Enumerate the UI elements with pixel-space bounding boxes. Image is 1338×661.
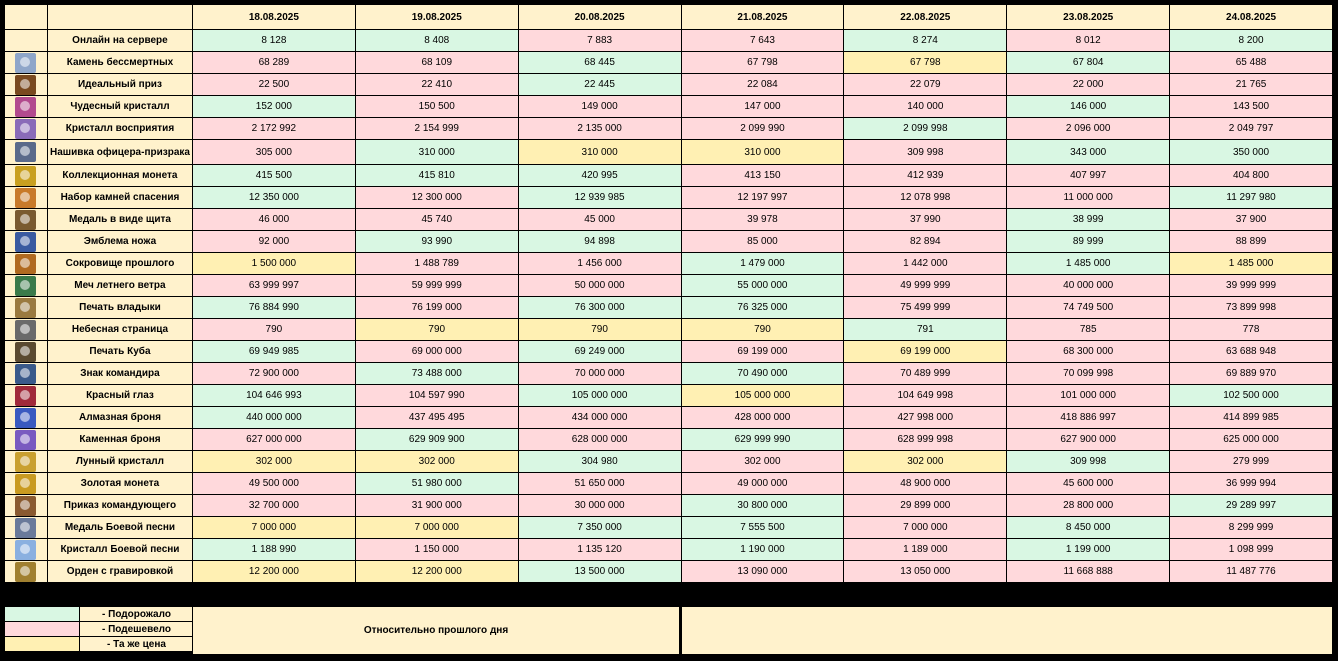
price-cell: 92 000 [192, 231, 355, 253]
price-cell: 627 900 000 [1007, 429, 1170, 451]
price-cell: 1 135 120 [518, 539, 681, 561]
price-cell: 7 000 000 [355, 517, 518, 539]
price-cell: 70 099 998 [1007, 363, 1170, 385]
sword-icon [15, 276, 36, 296]
header-row [5, 5, 1333, 30]
price-cell: 70 000 000 [518, 363, 681, 385]
item-icon-cell [5, 407, 48, 429]
price-cell: 7 000 000 [192, 517, 355, 539]
item-icon-cell [5, 118, 48, 140]
price-cell: 22 000 [1007, 74, 1170, 96]
item-name: Печать Куба [47, 341, 192, 363]
price-cell: 1 488 789 [355, 253, 518, 275]
price-cell: 69 199 000 [844, 341, 1007, 363]
pink-crystal-icon [15, 97, 36, 117]
price-cell: 68 300 000 [1007, 341, 1170, 363]
price-cell: 310 000 [355, 140, 518, 165]
price-cell: 404 800 [1170, 165, 1333, 187]
price-cell: 309 998 [844, 140, 1007, 165]
price-cell: 76 325 000 [681, 297, 844, 319]
table-row [5, 363, 1333, 385]
item-name: Медаль Боевой песни [47, 517, 192, 539]
price-cell: 22 500 [192, 74, 355, 96]
price-cell: 45 600 000 [1007, 473, 1170, 495]
shield-medal-icon [15, 210, 36, 230]
table-row [5, 140, 1333, 165]
price-cell: 437 495 495 [355, 407, 518, 429]
table-row [5, 451, 1333, 473]
price-cell: 152 000 [192, 96, 355, 118]
price-cell: 302 000 [844, 451, 1007, 473]
price-cell: 69 199 000 [681, 341, 844, 363]
price-cell: 1 150 000 [355, 539, 518, 561]
item-name: Медаль в виде щита [47, 209, 192, 231]
price-cell: 105 000 000 [681, 385, 844, 407]
price-cell: 7 643 [681, 30, 844, 52]
price-cell: 12 300 000 [355, 187, 518, 209]
table-body [5, 5, 1333, 583]
price-cell: 51 980 000 [355, 473, 518, 495]
legend-row-same [5, 637, 194, 652]
price-cell: 37 990 [844, 209, 1007, 231]
table-row [5, 187, 1333, 209]
engraved-order-icon [15, 562, 36, 582]
item-name: Знак командира [47, 363, 192, 385]
item-icon-cell [5, 341, 48, 363]
table-row [5, 341, 1333, 363]
scroll-icon [15, 75, 36, 95]
diamond-armor-icon [15, 408, 36, 428]
price-cell: 2 135 000 [518, 118, 681, 140]
price-cell: 625 000 000 [1170, 429, 1333, 451]
legend-swatch-same [5, 637, 80, 652]
table-row [5, 74, 1333, 96]
price-cell: 12 939 985 [518, 187, 681, 209]
price-cell: 105 000 000 [518, 385, 681, 407]
corner-cell [5, 5, 48, 30]
item-icon-cell [5, 30, 48, 52]
legend-row-up [5, 607, 194, 622]
price-cell: 85 000 [681, 231, 844, 253]
price-cell: 8 128 [192, 30, 355, 52]
price-cell: 778 [1170, 319, 1333, 341]
date-header: 24.08.2025 [1170, 5, 1333, 30]
price-cell: 22 079 [844, 74, 1007, 96]
price-cell: 1 500 000 [192, 253, 355, 275]
table-row [5, 561, 1333, 583]
price-cell: 101 000 000 [1007, 385, 1170, 407]
price-cell: 11 297 980 [1170, 187, 1333, 209]
item-icon-cell [5, 451, 48, 473]
price-cell: 88 899 [1170, 231, 1333, 253]
price-cell: 104 597 990 [355, 385, 518, 407]
price-cell: 22 084 [681, 74, 844, 96]
price-cell: 55 000 000 [681, 275, 844, 297]
price-cell: 13 050 000 [844, 561, 1007, 583]
price-cell: 1 189 000 [844, 539, 1007, 561]
price-cell: 147 000 [681, 96, 844, 118]
price-cell: 68 445 [518, 52, 681, 74]
stone-set-icon [15, 188, 36, 208]
price-cell: 1 485 000 [1170, 253, 1333, 275]
price-cell: 418 886 997 [1007, 407, 1170, 429]
item-icon-cell [5, 52, 48, 74]
price-cell: 69 889 970 [1170, 363, 1333, 385]
item-icon-cell [5, 429, 48, 451]
price-cell: 22 410 [355, 74, 518, 96]
legend-note: Относительно прошлого дня [192, 606, 680, 655]
table-row [5, 275, 1333, 297]
table-row [5, 407, 1333, 429]
price-cell: 69 249 000 [518, 341, 681, 363]
item-icon-cell [5, 165, 48, 187]
price-cell: 70 489 999 [844, 363, 1007, 385]
price-cell: 628 000 000 [518, 429, 681, 451]
price-cell: 415 500 [192, 165, 355, 187]
price-cell: 104 649 998 [844, 385, 1007, 407]
price-cell: 629 999 990 [681, 429, 844, 451]
price-cell: 790 [518, 319, 681, 341]
item-name: Идеальный приз [47, 74, 192, 96]
legend-swatch-down [5, 622, 80, 637]
price-cell: 38 999 [1007, 209, 1170, 231]
price-cell: 46 000 [192, 209, 355, 231]
cube-seal-icon [15, 342, 36, 362]
price-cell: 48 900 000 [844, 473, 1007, 495]
price-cell: 279 999 [1170, 451, 1333, 473]
price-cell: 37 900 [1170, 209, 1333, 231]
table-row [5, 473, 1333, 495]
lord-seal-icon [15, 298, 36, 318]
price-cell: 428 000 000 [681, 407, 844, 429]
price-cell: 2 049 797 [1170, 118, 1333, 140]
price-cell: 72 900 000 [192, 363, 355, 385]
price-cell: 75 499 999 [844, 297, 1007, 319]
price-cell: 413 150 [681, 165, 844, 187]
item-name: Меч летнего ветра [47, 275, 192, 297]
item-icon-cell [5, 275, 48, 297]
date-header: 23.08.2025 [1007, 5, 1170, 30]
price-cell: 74 749 500 [1007, 297, 1170, 319]
price-cell: 12 350 000 [192, 187, 355, 209]
price-cell: 63 999 997 [192, 275, 355, 297]
price-cell: 309 998 [1007, 451, 1170, 473]
item-name: Онлайн на сервере [47, 30, 192, 52]
price-cell: 2 099 990 [681, 118, 844, 140]
table-row [5, 209, 1333, 231]
price-cell: 627 000 000 [192, 429, 355, 451]
price-cell: 146 000 [1007, 96, 1170, 118]
price-cell: 7 555 500 [681, 517, 844, 539]
price-cell: 12 197 997 [681, 187, 844, 209]
price-cell: 32 700 000 [192, 495, 355, 517]
price-cell: 30 800 000 [681, 495, 844, 517]
item-name: Небесная страница [47, 319, 192, 341]
price-cell: 12 200 000 [192, 561, 355, 583]
date-header: 19.08.2025 [355, 5, 518, 30]
price-sheet [4, 4, 1333, 655]
price-cell: 12 078 998 [844, 187, 1007, 209]
price-cell: 2 099 998 [844, 118, 1007, 140]
price-cell: 2 096 000 [1007, 118, 1170, 140]
price-cell: 102 500 000 [1170, 385, 1333, 407]
price-cell: 1 479 000 [681, 253, 844, 275]
legend-label-up: - Подорожало [80, 607, 194, 622]
item-name: Нашивка офицера-призрака [47, 140, 192, 165]
white-crystal-icon [15, 53, 36, 73]
item-icon-cell [5, 297, 48, 319]
price-cell: 2 154 999 [355, 118, 518, 140]
item-icon-cell [5, 363, 48, 385]
price-cell: 89 999 [1007, 231, 1170, 253]
corner-cell [47, 5, 192, 30]
price-cell: 790 [681, 319, 844, 341]
purple-crystal-icon [15, 119, 36, 139]
price-cell: 67 804 [1007, 52, 1170, 74]
item-icon-cell [5, 96, 48, 118]
item-name: Сокровище прошлого [47, 253, 192, 275]
price-cell: 39 999 999 [1170, 275, 1333, 297]
price-cell: 11 487 776 [1170, 561, 1333, 583]
price-cell: 1 199 000 [1007, 539, 1170, 561]
price-cell: 1 190 000 [681, 539, 844, 561]
price-cell: 68 109 [355, 52, 518, 74]
price-cell: 7 350 000 [518, 517, 681, 539]
price-cell: 39 978 [681, 209, 844, 231]
item-icon-cell [5, 473, 48, 495]
price-cell: 45 740 [355, 209, 518, 231]
price-cell: 2 172 992 [192, 118, 355, 140]
price-cell: 73 488 000 [355, 363, 518, 385]
officer-patch-icon [15, 142, 36, 162]
item-icon-cell [5, 209, 48, 231]
item-name: Орден с гравировкой [47, 561, 192, 583]
price-cell: 63 688 948 [1170, 341, 1333, 363]
price-cell: 104 646 993 [192, 385, 355, 407]
item-name: Алмазная броня [47, 407, 192, 429]
price-cell: 36 999 994 [1170, 473, 1333, 495]
price-cell: 76 300 000 [518, 297, 681, 319]
battle-song-medal-icon [15, 518, 36, 538]
price-cell: 82 894 [844, 231, 1007, 253]
table-row [5, 539, 1333, 561]
price-cell: 12 200 000 [355, 561, 518, 583]
item-icon-cell [5, 140, 48, 165]
price-cell: 302 000 [192, 451, 355, 473]
table-row [5, 385, 1333, 407]
item-name: Золотая монета [47, 473, 192, 495]
price-cell: 51 650 000 [518, 473, 681, 495]
item-name: Набор камней спасения [47, 187, 192, 209]
date-header: 18.08.2025 [192, 5, 355, 30]
item-name: Эмблема ножа [47, 231, 192, 253]
table-row [5, 30, 1333, 52]
item-icon-cell [5, 319, 48, 341]
item-name: Кристалл Боевой песни [47, 539, 192, 561]
price-cell: 13 090 000 [681, 561, 844, 583]
legend-label-down: - Подешевело [80, 622, 194, 637]
item-name: Приказ командующего [47, 495, 192, 517]
price-cell: 305 000 [192, 140, 355, 165]
legend-row-down [5, 622, 194, 637]
date-header: 20.08.2025 [518, 5, 681, 30]
item-name: Коллекционная монета [47, 165, 192, 187]
table-row [5, 319, 1333, 341]
red-eye-icon [15, 386, 36, 406]
price-cell: 304 980 [518, 451, 681, 473]
price-cell: 30 000 000 [518, 495, 681, 517]
price-cell: 28 800 000 [1007, 495, 1170, 517]
price-cell: 434 000 000 [518, 407, 681, 429]
price-cell: 629 909 900 [355, 429, 518, 451]
price-cell: 407 997 [1007, 165, 1170, 187]
price-cell: 1 442 000 [844, 253, 1007, 275]
item-icon-cell [5, 231, 48, 253]
item-icon-cell [5, 253, 48, 275]
price-cell: 69 949 985 [192, 341, 355, 363]
gold-coin-icon [15, 166, 36, 186]
item-name: Лунный кристалл [47, 451, 192, 473]
price-cell: 8 408 [355, 30, 518, 52]
price-table [4, 4, 1333, 583]
price-cell: 40 000 000 [1007, 275, 1170, 297]
price-cell: 67 798 [681, 52, 844, 74]
price-cell: 59 999 999 [355, 275, 518, 297]
item-name: Кристалл восприятия [47, 118, 192, 140]
price-cell: 93 990 [355, 231, 518, 253]
price-cell: 310 000 [518, 140, 681, 165]
price-cell: 143 500 [1170, 96, 1333, 118]
table-row [5, 517, 1333, 539]
price-cell: 67 798 [844, 52, 1007, 74]
table-row [5, 231, 1333, 253]
item-name: Красный глаз [47, 385, 192, 407]
price-cell: 1 188 990 [192, 539, 355, 561]
item-name: Каменная броня [47, 429, 192, 451]
price-cell: 65 488 [1170, 52, 1333, 74]
table-row [5, 297, 1333, 319]
price-cell: 427 998 000 [844, 407, 1007, 429]
price-cell: 45 000 [518, 209, 681, 231]
price-cell: 140 000 [844, 96, 1007, 118]
price-cell: 8 274 [844, 30, 1007, 52]
item-icon-cell [5, 495, 48, 517]
moon-crystal-icon [15, 452, 36, 472]
price-cell: 49 999 999 [844, 275, 1007, 297]
price-cell: 1 098 999 [1170, 539, 1333, 561]
legend-swatch-up [5, 607, 80, 622]
price-cell: 76 884 990 [192, 297, 355, 319]
item-icon-cell [5, 74, 48, 96]
price-cell: 343 000 [1007, 140, 1170, 165]
price-cell: 76 199 000 [355, 297, 518, 319]
price-cell: 49 500 000 [192, 473, 355, 495]
price-cell: 21 765 [1170, 74, 1333, 96]
price-cell: 70 490 000 [681, 363, 844, 385]
item-name: Печать владыки [47, 297, 192, 319]
item-icon-cell [5, 385, 48, 407]
price-cell: 11 000 000 [1007, 187, 1170, 209]
price-cell: 8 012 [1007, 30, 1170, 52]
price-cell: 8 450 000 [1007, 517, 1170, 539]
price-cell: 8 200 [1170, 30, 1333, 52]
table-row [5, 96, 1333, 118]
order-icon [15, 496, 36, 516]
price-cell: 31 900 000 [355, 495, 518, 517]
item-icon-cell [5, 187, 48, 209]
item-icon-cell [5, 561, 48, 583]
gold-medal-icon [15, 474, 36, 494]
price-cell: 73 899 998 [1170, 297, 1333, 319]
treasure-icon [15, 254, 36, 274]
price-cell: 94 898 [518, 231, 681, 253]
price-cell: 302 000 [681, 451, 844, 473]
price-cell: 7 000 000 [844, 517, 1007, 539]
item-name: Камень бессмертных [47, 52, 192, 74]
price-cell: 49 000 000 [681, 473, 844, 495]
price-cell: 785 [1007, 319, 1170, 341]
table-row [5, 429, 1333, 451]
price-cell: 29 899 000 [844, 495, 1007, 517]
legend-label-same: - Та же цена [80, 637, 194, 652]
date-header: 22.08.2025 [844, 5, 1007, 30]
table-row [5, 165, 1333, 187]
price-cell: 628 999 998 [844, 429, 1007, 451]
commander-badge-icon [15, 364, 36, 384]
item-icon-cell [5, 517, 48, 539]
price-cell: 1 456 000 [518, 253, 681, 275]
price-cell: 149 000 [518, 96, 681, 118]
price-cell: 791 [844, 319, 1007, 341]
price-cell: 350 000 [1170, 140, 1333, 165]
price-cell: 302 000 [355, 451, 518, 473]
legend [4, 606, 194, 652]
price-cell: 414 899 985 [1170, 407, 1333, 429]
price-cell: 440 000 000 [192, 407, 355, 429]
price-cell: 7 883 [518, 30, 681, 52]
stone-armor-icon [15, 430, 36, 450]
price-cell: 420 995 [518, 165, 681, 187]
empty-footer-cell [681, 606, 1333, 655]
item-name: Чудесный кристалл [47, 96, 192, 118]
price-cell: 412 939 [844, 165, 1007, 187]
price-cell: 790 [355, 319, 518, 341]
table-row [5, 495, 1333, 517]
price-cell: 790 [192, 319, 355, 341]
price-cell: 415 810 [355, 165, 518, 187]
item-icon-cell [5, 539, 48, 561]
battle-song-crystal-icon [15, 540, 36, 560]
price-cell: 8 299 999 [1170, 517, 1333, 539]
price-cell: 11 668 888 [1007, 561, 1170, 583]
knife-emblem-icon [15, 232, 36, 252]
price-cell: 1 485 000 [1007, 253, 1170, 275]
price-cell: 69 000 000 [355, 341, 518, 363]
date-header: 21.08.2025 [681, 5, 844, 30]
price-cell: 29 289 997 [1170, 495, 1333, 517]
price-cell: 68 289 [192, 52, 355, 74]
price-cell: 13 500 000 [518, 561, 681, 583]
price-cell: 50 000 000 [518, 275, 681, 297]
table-row [5, 253, 1333, 275]
table-row [5, 118, 1333, 140]
price-cell: 22 445 [518, 74, 681, 96]
table-row [5, 52, 1333, 74]
price-cell: 150 500 [355, 96, 518, 118]
page-icon [15, 320, 36, 340]
price-cell: 310 000 [681, 140, 844, 165]
